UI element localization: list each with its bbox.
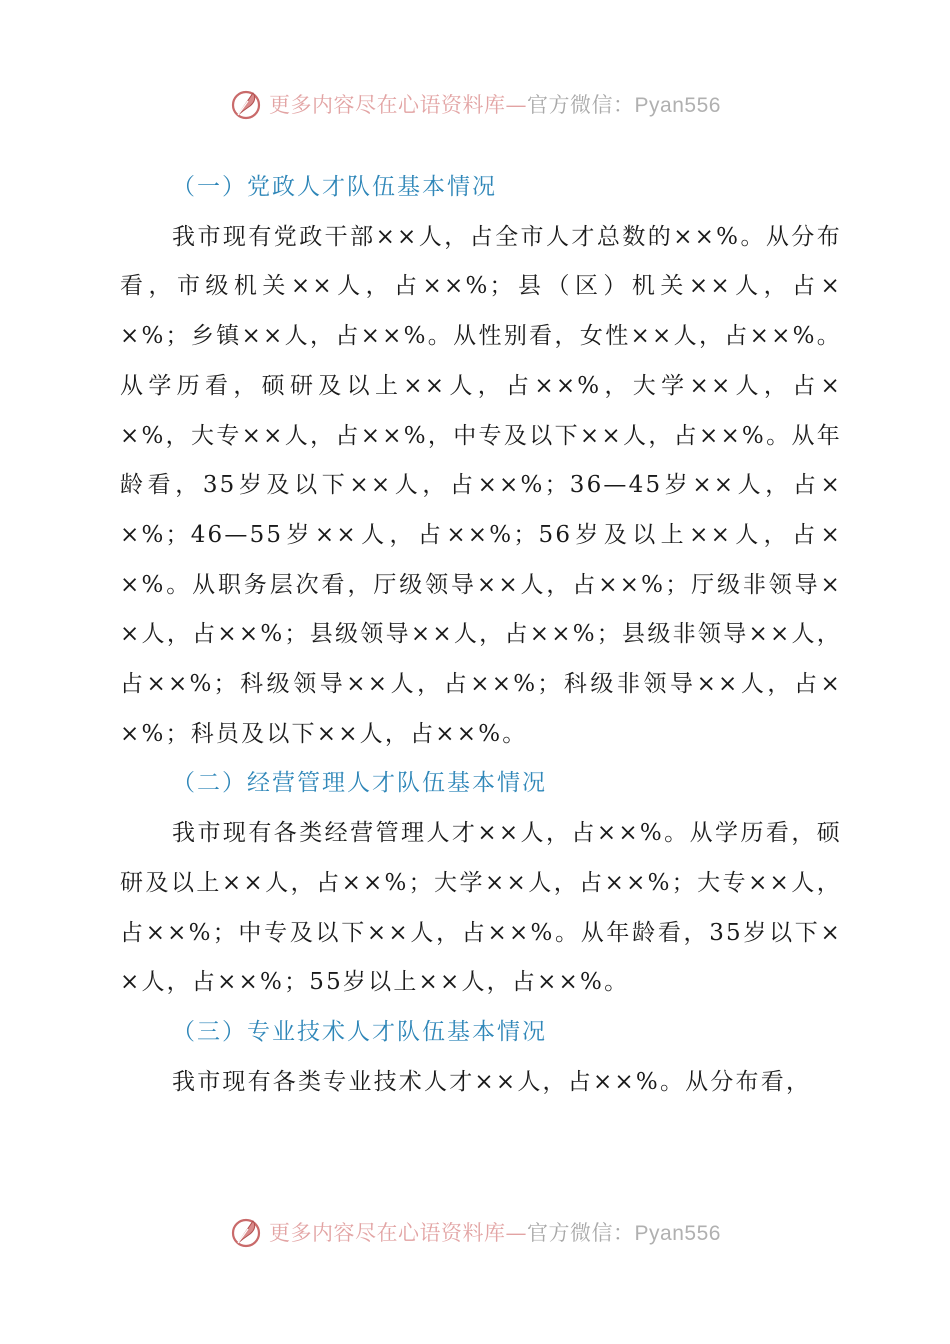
section-heading: （三）专业技术人才队伍基本情况 bbox=[172, 1018, 547, 1045]
watermark-footer bbox=[0, 1212, 950, 1252]
section-paragraph: 我市现有各类专业技术人才××人，占××%。从分布看， bbox=[172, 1068, 812, 1095]
watermark-text: 更多内容尽在心语资料库—官方微信：Pyan556 bbox=[269, 93, 721, 117]
section-heading: （一）党政人才队伍基本情况 bbox=[172, 174, 497, 200]
section-paragraph: 我市现有党政干部××人，占全市人才总数的××%。从分布看，市级机关××人，占××%；县（区）机关××人，占××%；乡镇××人，占××%。从性别看，女性××人，占××%。从学历看，硕研及以上××人，占××%，大学××人，占××%，大专××人，占××%，中专及以下××人，占××%。从年龄看，35岁及以下××人，占××%；36—45岁××人，占××%；46—55岁××人，占××%；56岁及以上××人，占××%。从职务层次看，厅级领导××人，占××%；厅级非领导××人，占××%；县级领导××人，占××%；县级非领导××人，占××%；科级领导××人，占××%；科级非领导××人，占××%；科员及以下××人，占××%。 bbox=[120, 223, 842, 747]
watermark-text: 更多内容尽在心语资料库—官方微信：Pyan556 bbox=[269, 1221, 721, 1245]
quill-logo-icon bbox=[229, 87, 263, 121]
watermark-header bbox=[0, 84, 950, 124]
section-heading: （二）经营管理人才队伍基本情况 bbox=[172, 770, 547, 797]
document-body bbox=[120, 163, 842, 1107]
quill-logo-icon bbox=[229, 1215, 263, 1249]
section-paragraph: 我市现有各类经营管理人才××人，占××%。从学历看，硕研及以上××人，占××%；大学××人，占××%；大专××人，占××%；中专及以下××人，占××%。从年龄看，35岁以下××人，占××%；55岁以上××人，占××%。 bbox=[120, 820, 842, 996]
